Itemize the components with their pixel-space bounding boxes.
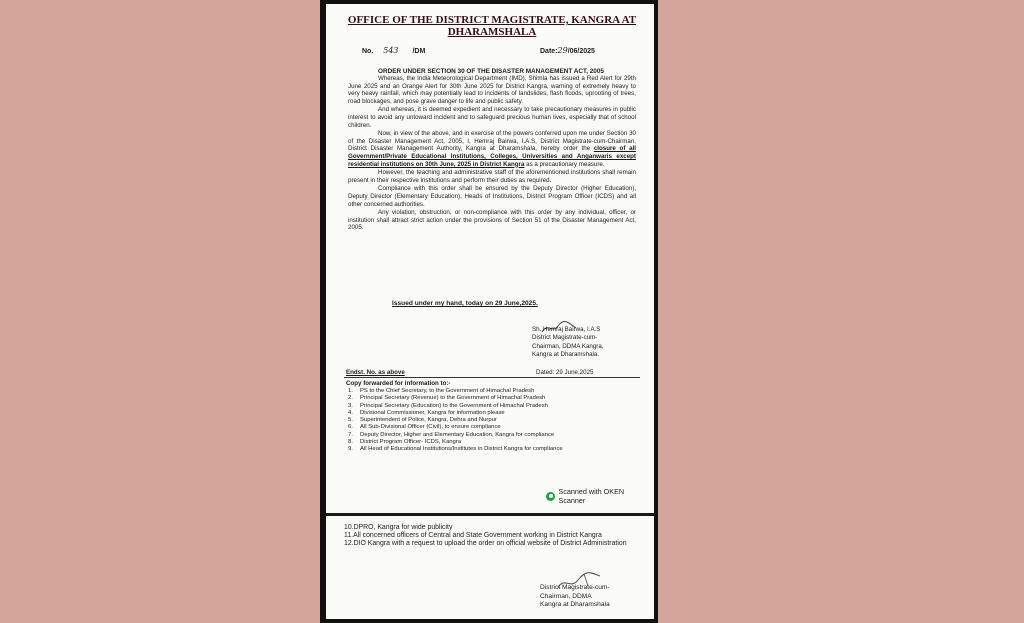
list-item: 11.All concerned officers of Central and State Government working in District Kangra xyxy=(344,532,602,540)
signatory-line: Sh. Hemraj Bairwa, I.A.S xyxy=(532,326,601,333)
order-number-suffix: /DM xyxy=(412,48,426,55)
copy-heading: Copy forwarded for information to:- xyxy=(346,380,451,387)
page-2 xyxy=(332,518,648,618)
list-item: 5. Superintendent of Police, Kangra, Dehra and Nurpur xyxy=(348,417,497,424)
page-separator xyxy=(326,513,654,516)
paragraph-5: Compliance with this order shall be ensured by the Deputy Director (Higher Education), Deputy Director (Elementary Education), Heads of Institutions, District Program Officer (ICDS) and all other concerned authorities. xyxy=(348,185,636,208)
paragraph-1: Whereas, the India Meteorological Department (IMD), Shimla has issued a Red Alert for 29th June 2025 and an Orange Alert for 30th June 2025 for District Kangra, warning of extremely heavy to very heavy rainfall, which may potentially lead to incidents of landslides, flash floods, uprooting of trees, road blockages, and pose grave danger to life and public safety. xyxy=(348,75,636,105)
office-title: OFFICE OF THE DISTRICT MAGISTRATE, KANGRA AT DHARAMSHALA xyxy=(347,14,637,38)
page-1 xyxy=(332,4,648,509)
copy-list xyxy=(348,388,638,454)
endorsement-number: Endst. No. as above xyxy=(346,369,405,376)
order-heading: ORDER UNDER SECTION 30 OF THE DISASTER MANAGEMENT ACT, 2005 xyxy=(378,68,604,75)
list-item: 4. Divisional Commissioner, Kangra for information please xyxy=(348,409,505,416)
order-date-day: 29 xyxy=(557,46,568,55)
paragraph-6: Any violation, obstruction, or non-compliance with this order by any individual, officer, or institution shall attract strict action under the provisions of Section 51 of the Disaster Management Act, 2005. xyxy=(348,209,636,232)
order-number-value: 543 xyxy=(383,46,399,55)
order-body xyxy=(348,75,636,233)
paragraph-4: However, the teaching and administrative staff of the aforementioned institutions shall remain present in their respective institutions and perform their duties as required. xyxy=(348,169,636,184)
document-page xyxy=(326,4,654,619)
signatory-line: District Magistrate-cum- xyxy=(532,334,598,342)
list-item: 7. Deputy Director, Higher and Elementary Education, Kangra for compliance xyxy=(348,431,555,438)
signatory-line: District Magistrate-cum- xyxy=(540,584,610,591)
paragraph-3 xyxy=(348,130,636,168)
list-item: 12.DIO Kangra with a request to upload the order on official website of District Administration xyxy=(344,540,627,548)
list-item: 10.DPRO, Kangra for wide publicity xyxy=(344,524,453,531)
list-item: 9. All Head of Educational Institutions/Institutes in District Kangra for compliance xyxy=(348,446,563,453)
order-date xyxy=(540,46,595,55)
paragraph-3-end: as a precautionary measure. xyxy=(526,160,605,168)
paragraph-3-start: Now, in view of the above, and in exercise of the powers conferred upon me under Section 30 of the Disaster Management Act, 2005, I, Hemraj Bairwa, I.A.S, District Magistrate-cum-Chairman, District Disaster Management Authority, Kangra at Dharamshala, hereby order the xyxy=(348,130,636,153)
signatory-line: Kangra at Dharamshala. xyxy=(532,351,600,359)
signatory-line: Chairman, DDMA Kangra, xyxy=(532,342,604,350)
list-item: 6. All Sub-Divisional Officer (Civil), to ensure compliance xyxy=(348,424,501,431)
endorsement-date: Dated: 29 June,2025 xyxy=(536,369,594,376)
divider-line xyxy=(344,377,640,378)
paragraph-2: And whereas, it is deemed expedient and necessary to take precautionary measures in public interest to avoid any untoward incident and to safeguard precious human lives, especially that of school children. xyxy=(348,106,636,129)
scanner-label: Scanned with OKEN Scanner xyxy=(558,487,625,505)
copy-list-continued xyxy=(344,524,644,549)
signatory-block xyxy=(532,326,642,360)
closure-order-text: closure of all Government/Private Educational Institutions, Colleges, Universities and Anganwaris except residential institutions on 30th June, 2025 in District Kangra xyxy=(348,145,636,168)
signatory-line: Kangra at Dharamshala xyxy=(540,601,610,609)
list-item: 1. PS to the Chief Secretary, to the Government of Himachal Pradesh xyxy=(348,388,535,394)
signatory-line: Chairman, DDMA xyxy=(540,592,592,600)
order-date-label: Date: xyxy=(540,48,558,55)
order-number xyxy=(362,46,425,55)
list-item: 2. Principal Secretary (Revenue) to the Government of Himachal Pradesh xyxy=(348,395,546,402)
scanner-logo-icon xyxy=(546,492,555,501)
signatory-block-2 xyxy=(540,584,650,610)
order-date-suffix: /06/2025 xyxy=(567,48,595,55)
issued-line: Issued under my hand, today on 29 June,2025. xyxy=(392,300,538,307)
list-item: 8. District Program Officer- ICDS, Kangra xyxy=(348,439,462,446)
list-item: 3. Principal Secretary (Education) to the Government of Himachal Pradesh xyxy=(348,402,548,409)
scanner-watermark xyxy=(546,487,648,505)
order-number-label: No. xyxy=(362,48,374,55)
